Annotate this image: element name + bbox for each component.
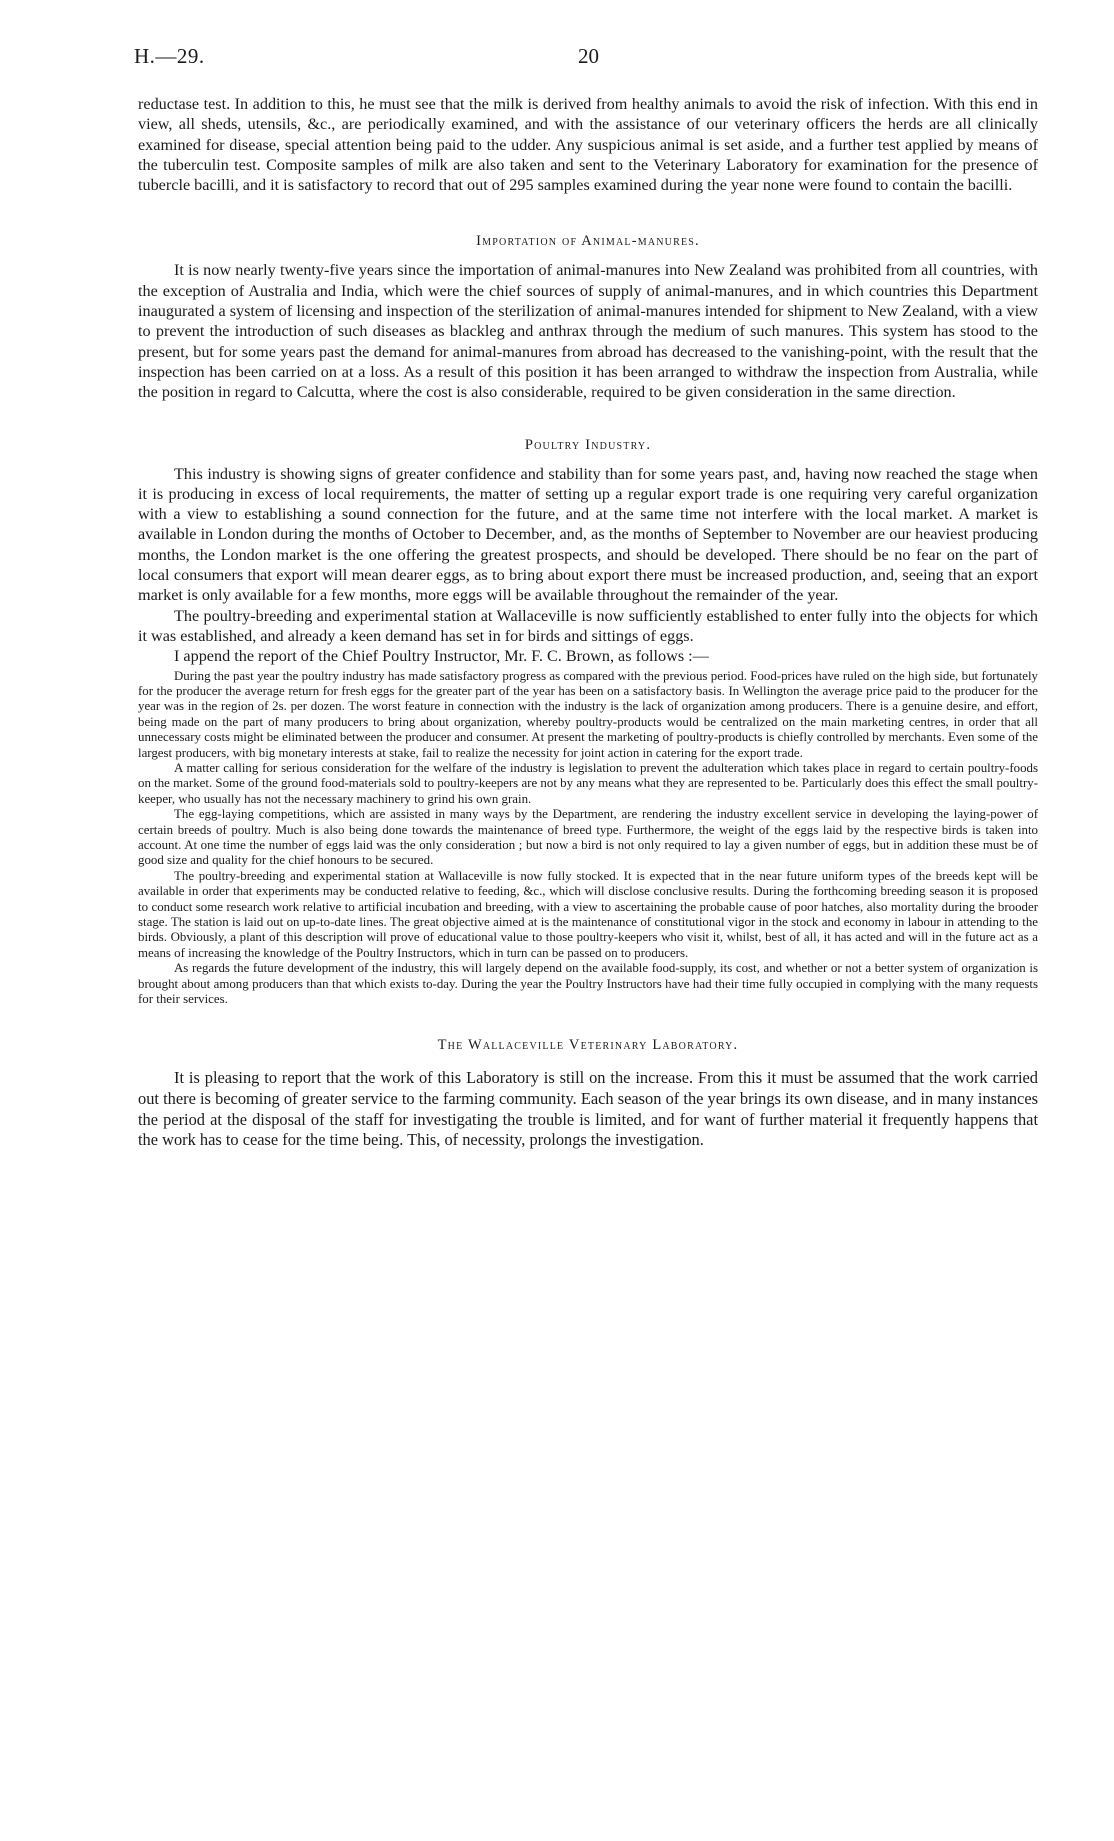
report-paragraph: As regards the future development of the industry, this will largely depend on the available food-supply, its cost, and whether or not a better system of organization is brought about among producers than that which exists to-day. During the year the Poultry Instructors have had their time fully occupied in complying with the many requests for their services. xyxy=(138,961,1038,1007)
report-paragraph: The egg-laying competitions, which are assisted in many ways by the Department, are rendering the industry excellent service in developing the laying-power of certain breeds of poultry. Much is also being done towards the maintenance of breed type. Furthermore, the weight of the eggs laid by the respective birds is taken into account. At one time the number of eggs laid was the only consideration ; but now a bird is not only required to lay a given number of eggs, but in addition these must be of good size and quality for the chief honours to be secured. xyxy=(138,807,1038,868)
section-veterinary-laboratory xyxy=(138,1068,1038,1150)
paragraph: The poultry-breeding and experimental station at Wallaceville is now sufficiently established to enter fully into the objects for which it was established, and already a keen demand has set in for birds and sittings of eggs. xyxy=(138,606,1038,645)
section-poultry-industry xyxy=(138,464,1038,667)
report-paragraph: A matter calling for serious consideration for the welfare of the industry is legislation to prevent the adulteration which takes place in regard to certain poultry-foods on the market. Some of the ground food-materials sold to poultry-keepers are not by any means what they are represented to be. Particularly does this effect the small poultry-keeper, who usually has not the necessary machinery to grind his own grain. xyxy=(138,760,1038,806)
intro-paragraph: reductase test. In addition to this, he must see that the milk is derived from healthy animals to avoid the risk of infection. With this end in view, all sheds, utensils, &c., are periodically examined, and with the assistance of our veterinary officers the herds are all clinically examined for disease, special attention being paid to the udder. Any suspicious animal is set aside, and a further test applied by means of the tuberculin test. Composite samples of milk are also taken and sent to the Veterinary Laboratory for examination for the presence of tubercle bacilli, and it is satisfactory to record that out of 295 samples examined during the year none were found to contain the bacilli. xyxy=(138,95,1038,195)
document-body xyxy=(138,94,1038,1151)
report-paragraph: The poultry-breeding and experimental station at Wallaceville is now fully stocked. It is expected that in the near future uniform types of the breeds kept will be available in order that experiments may be conducted relative to feeding, &c., which will disclose conclusive results. During the forthcoming breeding season it is proposed to conduct some research work relative to artificial incubation and breeding, with a view to ascertaining the probable cause of poor hatches, also mortality during the brooder stage. The station is laid out on up-to-date lines. The great objective aimed at is the maintenance of constitutional vigor in the stock and economy in labour in attending to the birds. Obviously, a plant of this description will prove of educational value to those poultry-keepers who visit it, whilst, best of all, it has acted and will in the future act as a means of increasing the knowledge of the Poultry Instructors, which in turn can be passed on to producers. xyxy=(138,868,1038,960)
heading-poultry-industry: Poultry Industry. xyxy=(524,436,652,453)
paragraph: This industry is showing signs of greater confidence and stability than for some years past, and, having now reached the stage when it is producing in excess of local requirements, the matter of setting up a regular export trade is one requiring very careful organization with a view to establishing a sound connection for the future, and at the same time not interfere with the local market. A market is available in London during the months of October to December, and, as the months of September to November are our heaviest producing months, the London market is the one offering the greatest prospects, and should be developed. There should be no fear on the part of local consumers that export will mean dearer eggs, as to bring about export there must be increased production, and, seeing that an export market is only available for a few months, more eggs will be available throughout the remainder of the year. xyxy=(138,464,1038,605)
section-animal-manures xyxy=(138,260,1038,402)
paragraph: It is pleasing to report that the work of this Laboratory is still on the increase. From this it must be assumed that the work carried out there is becoming of greater service to the farming community. Each season of the year brings its own disease, and in many instances the period at the disposal of the staff for investigating the trouble is limited, and for want of further material it frequently happens that the work has to cease for the time being. This, of necessity, prolongs the investigation. xyxy=(138,1068,1038,1150)
poultry-instructor-report xyxy=(138,669,1038,1008)
page-number: 20 xyxy=(578,44,599,68)
report-paragraph: During the past year the poultry industry has made satisfactory progress as compared with the previous period. Food-prices have ruled on the high side, but fortunately for the producer the average return for fresh eggs for the greater part of the year has been on a satisfactory basis. In Wellington the average price paid to the producer for the year was in the region of 2s. per dozen. The worst feature in connection with the industry is the lack of organization among producers. There is a genuine desire, and effort, being made on the part of many producers to bring about organization, whereby poultry-products would be centralized on the main marketing centres, in order that all unnecessary costs might be eliminated between the producer and consumer. At present the marketing of poultry-products is chiefly controlled by merchants. Even some of the largest producers, with big monetary interests at stake, fail to realize the necessity for joint action in catering for the export trade. xyxy=(138,668,1038,760)
paragraph: I append the report of the Chief Poultry Instructor, Mr. F. C. Brown, as follows :— xyxy=(174,647,709,666)
document-reference: H.—29. xyxy=(134,44,205,68)
heading-animal-manures: Importation of Animal-manures. xyxy=(476,233,700,250)
intro-section xyxy=(138,94,1038,195)
paragraph: It is now nearly twenty-five years since the importation of animal-manures into New Zealand was prohibited from all countries, with the exception of Australia and India, which were the chief sources of supply of animal-manures, and in which countries this Department inaugurated a system of licensing and inspection of the sterilization of animal-manures intended for shipment to New Zealand, with a view to prevent the introduction of such diseases as blackleg and anthrax through the medium of such manures. This system has stood to the present, but for some years past the demand for animal-manures from abroad has decreased to the vanishing-point, with the result that the inspection has been carried on at a loss. As a result of this position it has been arranged to withdraw the inspection from Australia, while the position in regard to Calcutta, where the cost is also considerable, required to be given consideration in the same direction. xyxy=(138,261,1038,402)
heading-veterinary-laboratory: The Wallaceville Veterinary Laboratory. xyxy=(437,1037,739,1054)
